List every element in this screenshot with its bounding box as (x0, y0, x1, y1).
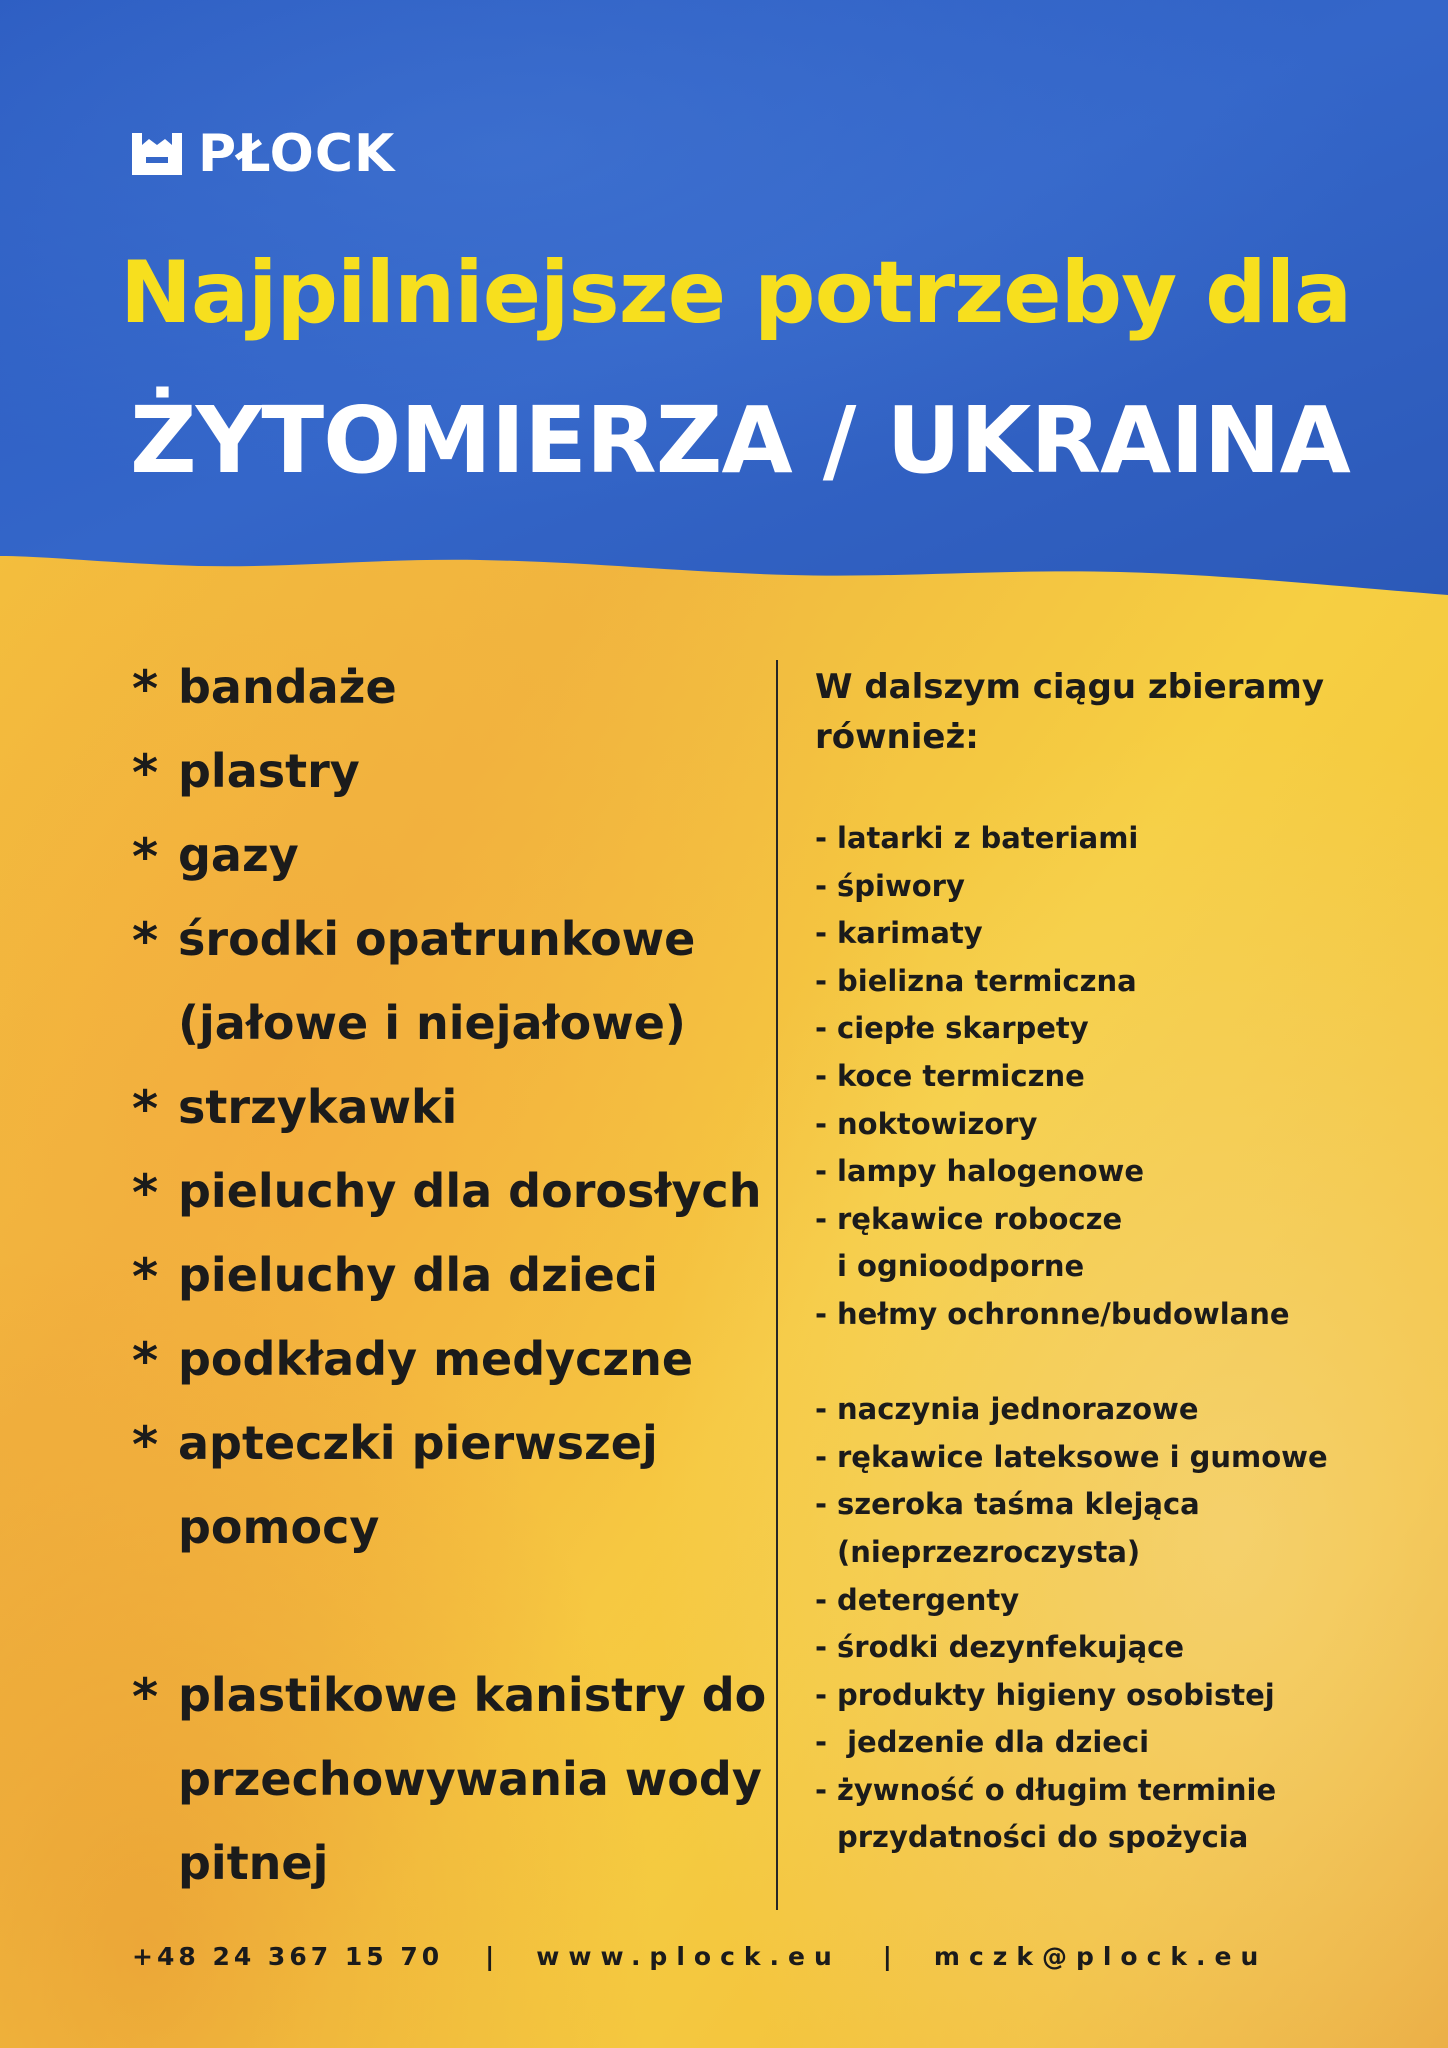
footer-separator: | (882, 1942, 892, 1971)
urgent-needs-list (132, 645, 767, 1905)
list-item: - latarki z bateriami (815, 821, 1139, 855)
list-item: * plastikowe kanistry do (132, 1668, 767, 1726)
list-item: - koce termiczne (815, 1058, 1085, 1093)
list-item: - detergenty (815, 1582, 1020, 1617)
list-item: - środki dezynfekujące (815, 1630, 1185, 1665)
list-item: przechowywania wody (178, 1752, 762, 1806)
list-item: i ognioodporne (837, 1249, 1085, 1284)
list-item: - produkty higieny osobistej (815, 1677, 1275, 1712)
also-collecting-list (815, 815, 1375, 1862)
logo-text: PŁOCK (198, 124, 396, 184)
list-item: - noktowizory (815, 1106, 1038, 1141)
email-link[interactable]: mczk@plock.eu (933, 1942, 1268, 1971)
list-item: - naczynia jednorazowe (815, 1392, 1199, 1427)
column-divider (776, 660, 778, 1910)
footer-separator: | (485, 1942, 495, 1971)
list-item: - rękawice lateksowe i gumowe (815, 1439, 1328, 1474)
list-item: - szeroka taśma klejąca (815, 1487, 1200, 1522)
list-item: * bandaże (132, 660, 397, 718)
phone-number[interactable]: +48 24 367 15 70 (132, 1942, 444, 1971)
list-item: * strzykawki (132, 1080, 458, 1138)
list-item: (jałowe i niejałowe) (178, 996, 686, 1050)
crown-castle-icon (132, 133, 182, 175)
also-collecting-heading: W dalszym ciągu zbieramy również: (815, 667, 1325, 757)
list-item: - karimaty (815, 916, 983, 951)
list-item: - lampy halogenowe (815, 1154, 1145, 1189)
list-item: * pieluchy dla dorosłych (132, 1164, 762, 1222)
list-item: * podkłady medyczne (132, 1332, 694, 1390)
list-item: - jedzenie dla dzieci (815, 1725, 1150, 1760)
list-item: - ciepłe skarpety (815, 1011, 1089, 1046)
list-item: pomocy (178, 1500, 380, 1554)
list-item: * środki opatrunkowe (132, 912, 696, 970)
headline-line-2: ŻYTOMIERZA / UKRAINA (130, 387, 1350, 494)
footer-contact (132, 1942, 1332, 1971)
list-item: - rękawice robocze (815, 1201, 1123, 1236)
list-item: * apteczki pierwszej (132, 1416, 658, 1474)
list-item: - żywność o długim terminie (815, 1772, 1277, 1807)
list-item: * gazy (132, 828, 299, 886)
plock-logo (132, 124, 396, 184)
list-item: pitnej (178, 1836, 329, 1890)
list-item: - bielizna termiczna (815, 963, 1137, 998)
list-item: - śpiwory (815, 868, 965, 903)
website-link[interactable]: www.plock.eu (536, 1942, 841, 1971)
list-item: * pieluchy dla dzieci (132, 1248, 658, 1306)
headline-line-1: Najpilniejsze potrzeby dla (120, 243, 1352, 343)
list-item: - hełmy ochronne/budowlane (815, 1296, 1290, 1331)
list-item: * plastry (132, 744, 360, 802)
list-item: przydatności do spożycia (837, 1820, 1249, 1855)
list-item: (nieprzezroczysta) (837, 1534, 1141, 1569)
